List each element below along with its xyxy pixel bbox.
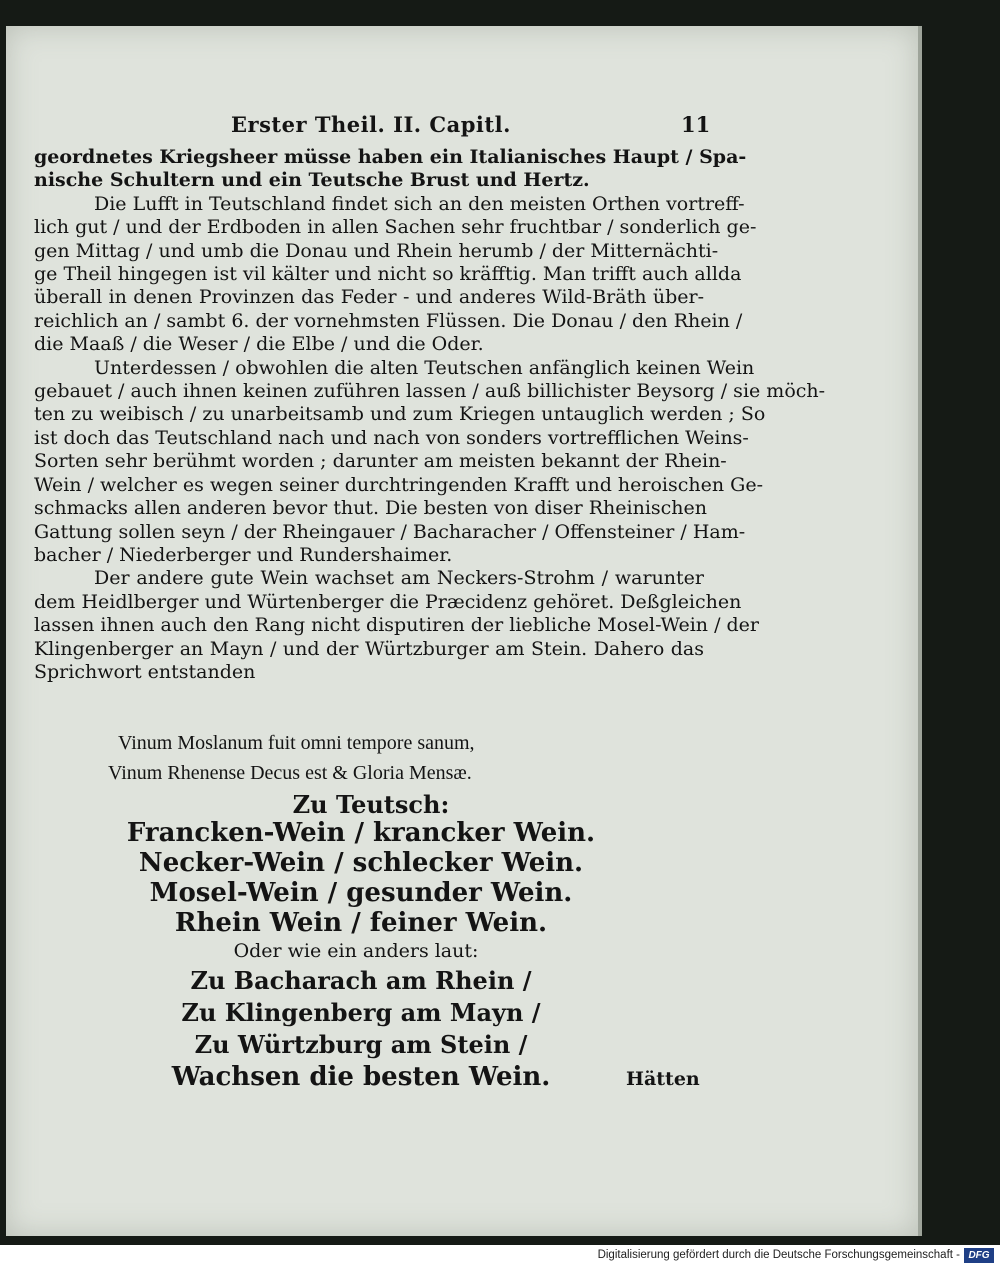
text-line: die Maaß / die Weser / die Elbe / und die Oder.: [34, 333, 484, 356]
text-line: nische Schultern und ein Teutsche Brust und Hertz.: [34, 169, 590, 192]
verse-line: Francken-Wein / krancker Wein.: [126, 818, 596, 848]
verse-line: Zu Bacharach am Rhein /: [190, 966, 532, 995]
text-line: reichlich an / sambt 6. der vornehmsten Flüssen. Die Donau / den Rhein /: [34, 309, 743, 332]
verse-line: Zu Würtzburg am Stein /: [194, 1030, 528, 1059]
latin-proverb-line: Vinum Rhenense Decus est & Gloria Mensæ.: [108, 762, 472, 784]
verse-line: Wachsen die besten Wein.: [171, 1062, 551, 1092]
text-line: Unterdessen / obwohlen die alten Teutschen anfänglich keinen Wein: [94, 356, 755, 379]
text-line: Sorten sehr berühmt worden ; darunter am meisten bekannt der Rhein-: [34, 450, 727, 473]
text-line: Sprichwort entstanden: [34, 660, 256, 683]
running-head: Erster Theil. II. Capitl.: [231, 112, 511, 137]
dfg-logo: DFG: [964, 1248, 994, 1263]
text-line: dem Heidlberger und Würtenberger die Præcidenz gehöret. Deßgleichen: [34, 590, 742, 613]
text-line: ist doch das Teutschland nach und nach von sonders vortrefflichen Weins-: [34, 426, 749, 449]
verse-line: Rhein Wein / feiner Wein.: [174, 908, 548, 938]
text-line: lassen ihnen auch den Rang nicht disputiren der liebliche Mosel-Wein / der: [34, 614, 759, 637]
text-line: Gattung sollen seyn / der Rheingauer / Bacharacher / Offensteiner / Ham-: [34, 520, 746, 543]
page-header: [6, 112, 918, 144]
verse-line: Necker-Wein / schlecker Wein.: [138, 848, 584, 878]
footer: [0, 1245, 1000, 1270]
text-line: gen Mittag / und umb die Donau und Rhein herumb / der Mitternächti-: [34, 239, 719, 262]
verse-heading: Zu Teutsch:: [292, 790, 450, 819]
verse-heading: Oder wie ein anders laut:: [233, 940, 479, 962]
footer-credit: Digitalisierung gefördert durch die Deutsche Forschungsgemeinschaft -: [597, 1249, 960, 1261]
text-line: gebauet / auch ihnen keinen zuführen lassen / auß billichister Beysorg / sie möch-: [34, 380, 826, 403]
text-line: überall in denen Provinzen das Feder - und anderes Wild-Bräth über-: [34, 286, 704, 309]
text-line: Die Lufft in Teutschland findet sich an den meisten Orthen vortreff-: [94, 192, 745, 215]
text-line: bacher / Niederberger und Rundershaimer.: [34, 543, 453, 566]
text-line: lich gut / und der Erdboden in allen Sachen sehr fruchtbar / sonderlich ge-: [34, 216, 757, 239]
page-edge: [918, 26, 922, 1236]
text-line: ge Theil hingegen ist vil kälter und nicht so kräfftig. Man trifft auch allda: [34, 263, 742, 286]
text-line: ten zu weibisch / zu unarbeitsamb und zum Kriegen untauglich werden ; So: [34, 403, 766, 426]
book-page: [6, 26, 918, 1236]
text-line: Klingenberger an Mayn / und der Würtzburger am Stein. Dahero das: [34, 637, 704, 660]
body-text: [34, 146, 826, 684]
latin-proverb-line: Vinum Moslanum fuit omni tempore sanum,: [118, 732, 475, 754]
catchword: Hätten: [626, 1068, 700, 1090]
text-line: geordnetes Kriegsheer müsse haben ein Italianisches Haupt / Spa-: [34, 146, 747, 168]
verse-line: Zu Klingenberg am Mayn /: [181, 998, 541, 1027]
text-line: Der andere gute Wein wachset am Neckers-Strohm / warunter: [94, 567, 704, 590]
page-number: 11: [681, 112, 711, 137]
text-line: Wein / welcher es wegen seiner durchtringenden Krafft und heroischen Ge-: [34, 473, 763, 496]
text-line: schmacks allen anderen bevor thut. Die besten von diser Rheinischen: [34, 497, 708, 520]
verse-line: Mosel-Wein / gesunder Wein.: [149, 878, 573, 908]
